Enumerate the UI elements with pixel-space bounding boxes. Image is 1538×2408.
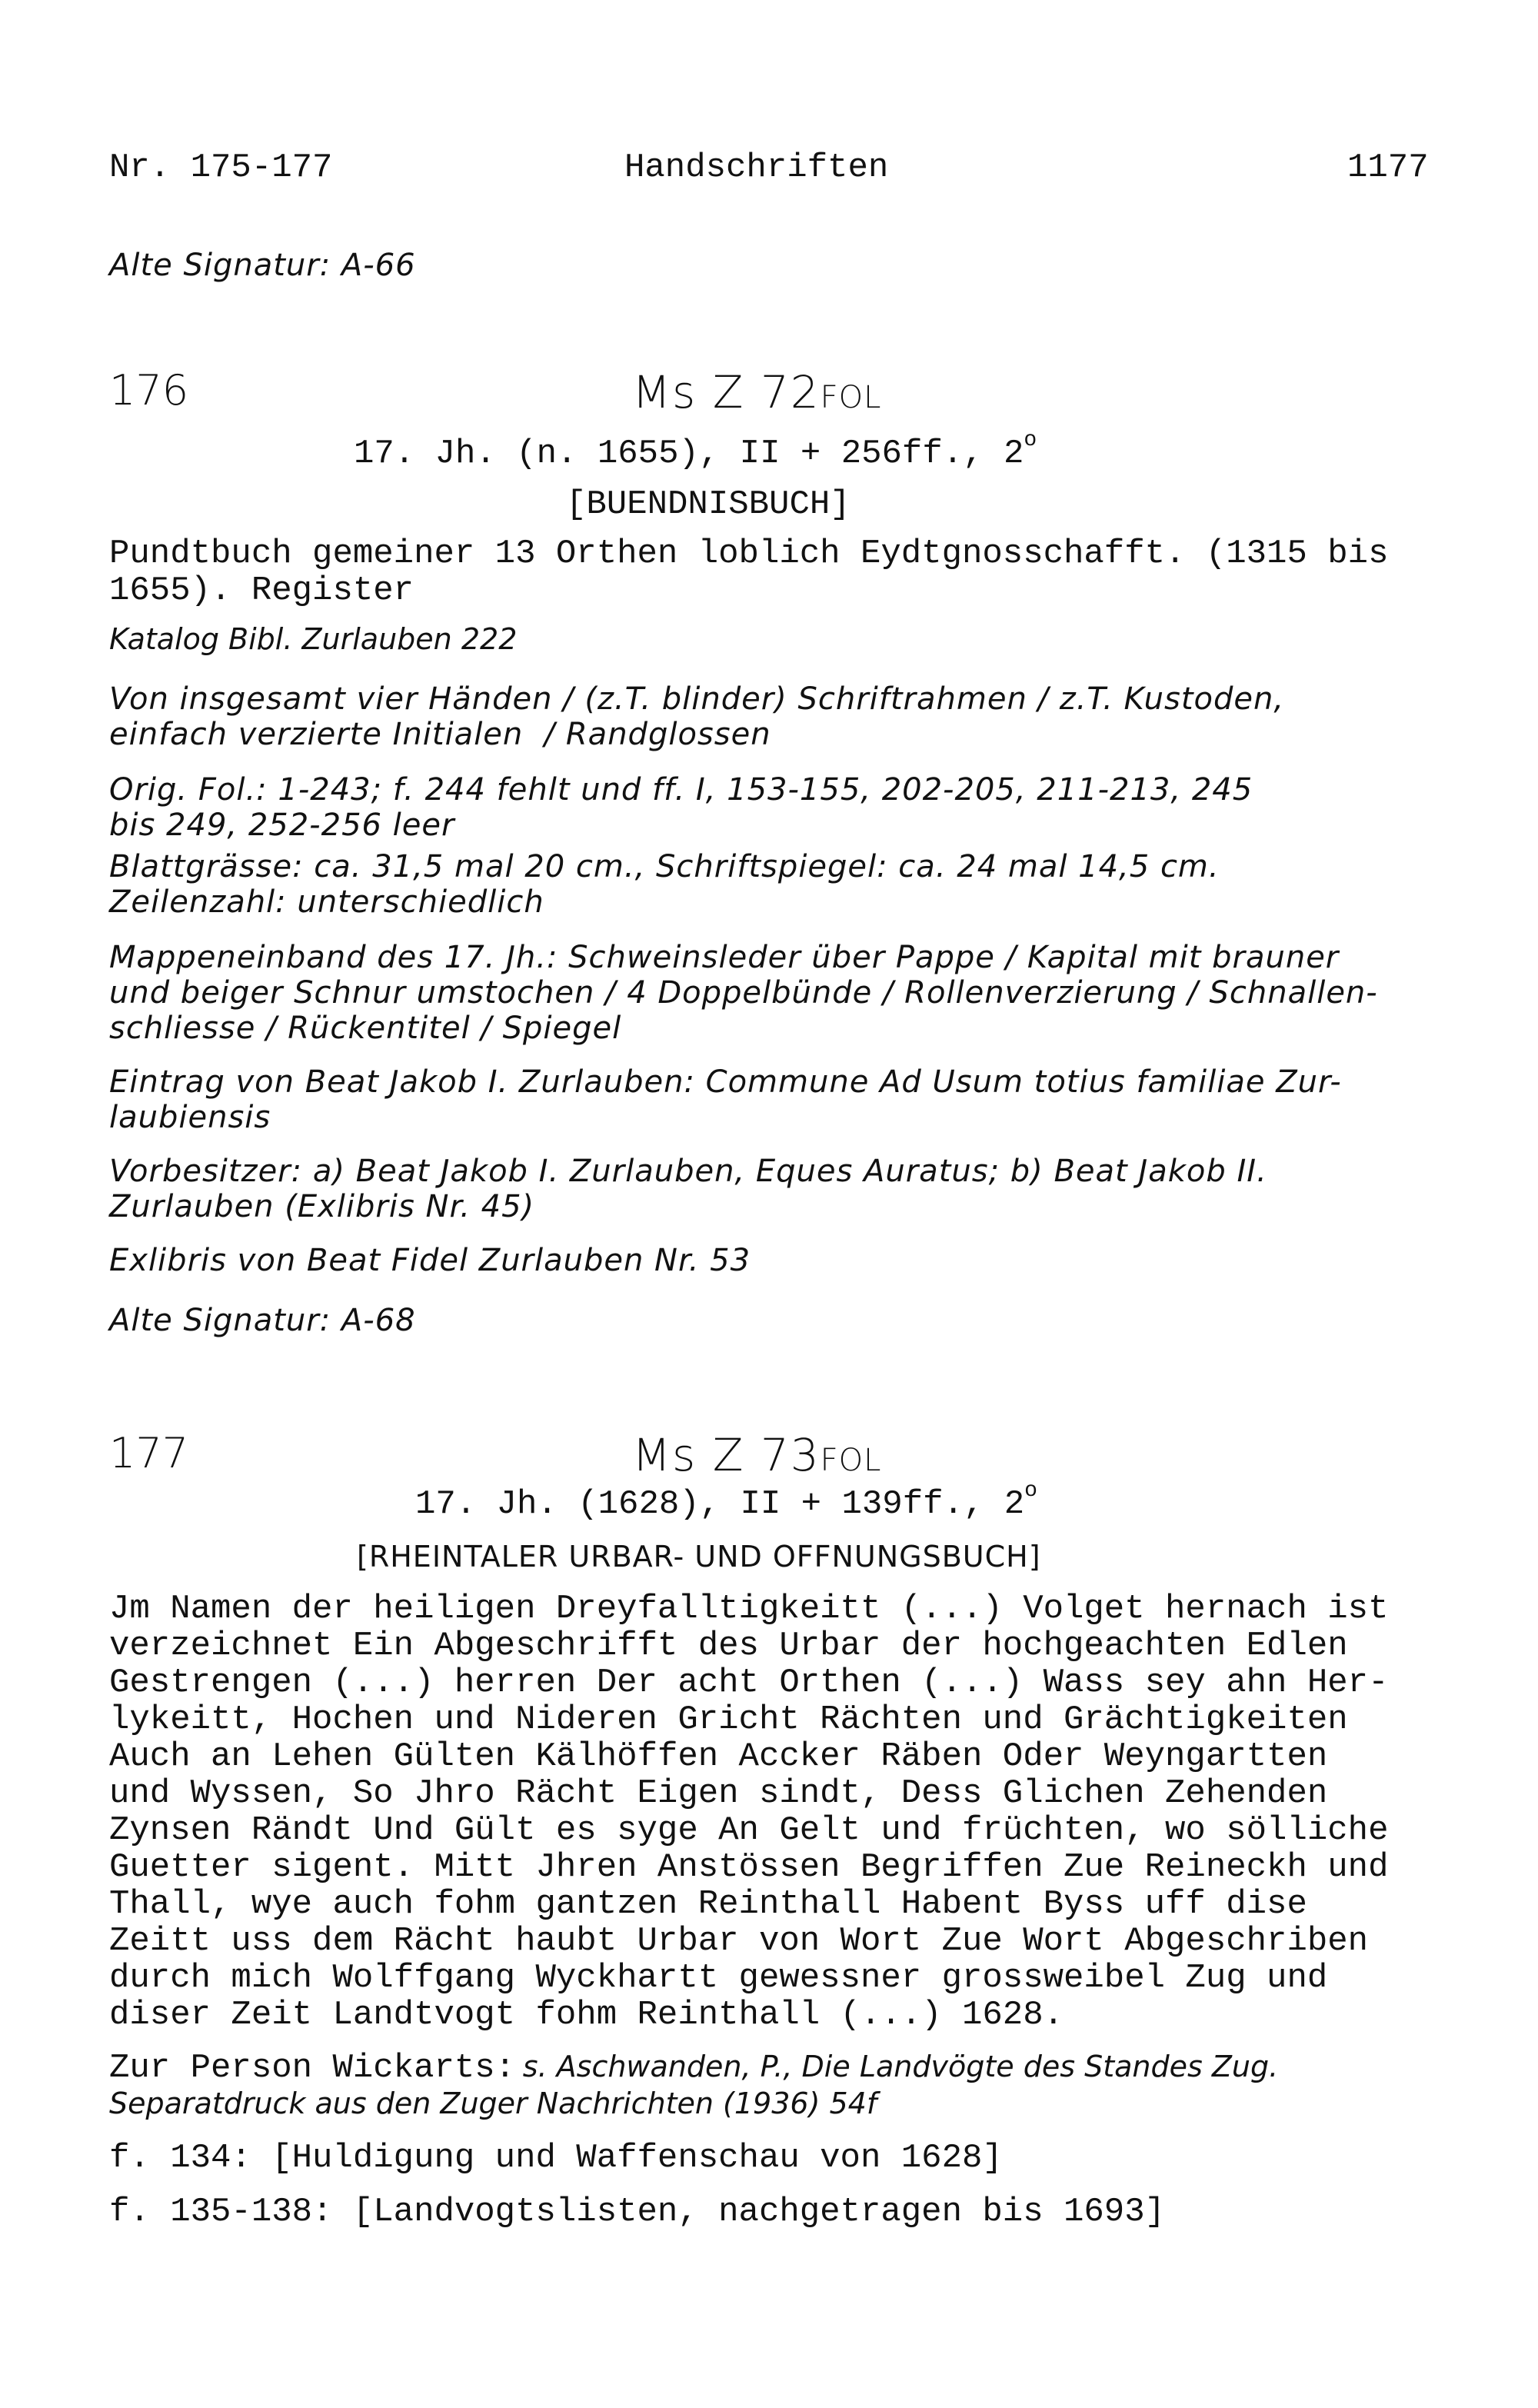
entry-176-incipit: Pundtbuch gemeiner 13 Orthen loblich Eydtgnosschafft. (1315 bis 1655). Register [109, 535, 1389, 610]
entry-176-entry-note: Eintrag von Beat Jakob I. Zurlauben: Commune Ad Usum totius familiae Zur- laubiensis [109, 1064, 1342, 1135]
entry-176-shelfmark [632, 366, 881, 418]
entry-176-shelfmark-suffix: FOL [820, 380, 882, 415]
prev-old-signature: Alte Signatur: A-66 [109, 248, 416, 283]
entry-176-exlibris: Exlibris von Beat Fidel Zurlauben Nr. 53 [109, 1243, 751, 1278]
entry-176-shelfmark-main: Ms Z 72 [632, 366, 821, 418]
entry-177-person-ref [109, 2049, 1278, 2087]
header-page-number: 1177 [1347, 148, 1429, 187]
entry-177-person-ref-line1: s. Aschwanden, P., Die Landvögte des Standes Zug. [522, 2050, 1279, 2083]
header-title: Handschriften [624, 148, 889, 187]
entry-176-catalog: Katalog Bibl. Zurlauben 222 [109, 622, 518, 656]
entry-177-title: [RHEINTALER URBAR- UND OFFNUNGSBUCH] [357, 1540, 1041, 1574]
entry-176-dating-text: 17. Jh. (n. 1655), II + 256ff., 2 [354, 435, 1024, 473]
entry-177-person-ref-line2: Separatdruck aus den Zuger Nachrichten (1936) 54f [109, 2087, 877, 2120]
entry-177-shelfmark [632, 1429, 881, 1481]
entry-177-shelfmark-main: Ms Z 73 [632, 1429, 821, 1481]
entry-177-incipit: Jm Namen der heiligen Dreyfalltigkeitt (...) Volget hernach ist verzeichnet Ein Abgeschrifft des Urbar der hochgeachten Edlen Gestrengen (...) herren Der acht Orthen (...) Wass sey ahn Her- lykeitt, Hochen und Nideren Gricht Rächten und Grächtigkeiten Auch an Lehen Gülten Kälhöffen Accker Räben Oder Weyngartten und Wyssen, So Jhro Rächt Eigen sindt, Dess Glichen Zehenden Zynsen Rändt Und Gült es syge An Gelt und früchten, wo sölliche Guetter sigent. Mitt Jhren Anstössen Begriffen Zue Reineckh und Thall, wye auch fohm gantzen Reinthall Habent Byss uff dise Zeitt uss dem Rächt haubt Urbar von Wort Zue Wort Abgeschriben durch mich Wolffgang Wyckhartt gewessner grossweibel Zug und diser Zeit Landtvogt fohm Reinthall (...) 1628. [109, 1590, 1389, 2034]
entry-177-dating-text: 17. Jh. (1628), II + 139ff., 2 [415, 1485, 1025, 1524]
header-range: Nr. 175-177 [109, 148, 333, 187]
entry-176-binding: Mappeneinband des 17. Jh.: Schweinsleder über Pappe / Kapital mit brauner und beiger Schnur umstochen / 4 Doppelbünde / Rollenverzierung / Schnallen- schliesse / Rückentitel / Spiegel [109, 940, 1378, 1046]
entry-177-folio-135-138: f. 135-138: [Landvogtslisten, nachgetragen bis 1693] [109, 2193, 1166, 2231]
entry-177-folio-134: f. 134: [Huldigung und Waffenschau von 1628] [109, 2139, 1003, 2177]
entry-176-leaf-size: Blattgrässe: ca. 31,5 mal 20 cm., Schriftspiegel: ca. 24 mal 14,5 cm. [109, 849, 1220, 884]
entry-176-title: [BUENDNISBUCH] [566, 485, 851, 524]
entry-176-hands: Von insgesamt vier Händen / (z.T. blinder) Schriftrahmen / z.T. Kustoden, einfach verzierte Initialen / Randglossen [109, 681, 1285, 752]
entry-176-number: 176 [109, 366, 189, 415]
entry-176-old-signature: Alte Signatur: A-68 [109, 1303, 416, 1338]
entry-176-format-sup: o [1024, 428, 1037, 452]
entry-176-provenance: Vorbesitzer: a) Beat Jakob I. Zurlauben, Eques Auratus; b) Beat Jakob II. Zurlauben (Exlibris Nr. 45) [109, 1154, 1267, 1224]
entry-177-person-label: Zur Person Wickarts: [109, 2049, 516, 2087]
entry-177-dating [415, 1479, 1037, 1524]
entry-176-foliation: Orig. Fol.: 1-243; f. 244 fehlt und ff. I, 153-155, 202-205, 211-213, 245 bis 249, 252-256 leer [109, 772, 1253, 843]
entry-177-format-sup: o [1024, 1479, 1037, 1503]
entry-176-line-count: Zeilenzahl: unterschiedlich [109, 884, 544, 920]
entry-177-number: 177 [109, 1429, 189, 1477]
entry-176-dating [354, 428, 1037, 473]
entry-177-shelfmark-suffix: FOL [820, 1443, 882, 1478]
